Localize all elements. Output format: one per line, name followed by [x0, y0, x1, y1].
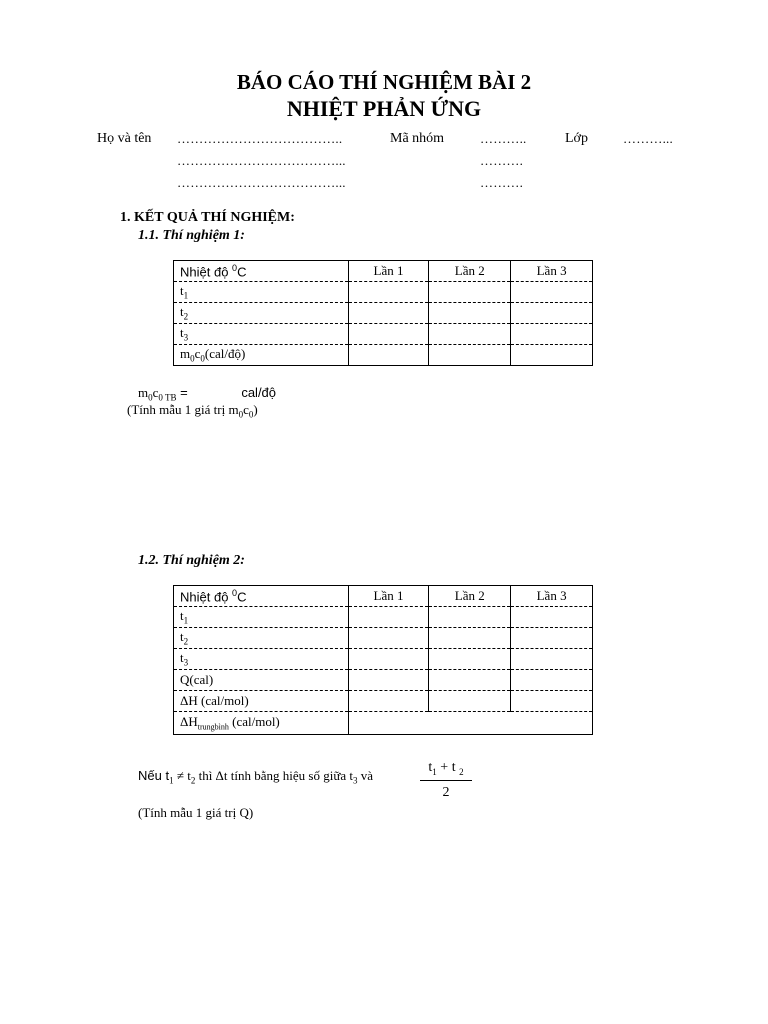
table-row — [174, 691, 593, 712]
class-field[interactable]: ………... — [623, 131, 673, 146]
table-cell[interactable] — [348, 303, 429, 324]
exp1-header-temp: Nhiệt độ $^0$C — [174, 261, 349, 282]
table-cell[interactable] — [511, 303, 593, 324]
table-cell[interactable] — [429, 670, 511, 691]
exp2-heading: 1.2. Thí nghiệm 2: — [138, 553, 245, 568]
table-cell[interactable] — [348, 607, 429, 628]
exp1-row-m0c0-label: $m_0c_0(cal/độ)$ — [174, 345, 349, 366]
table-row — [174, 607, 593, 628]
name-field-line-2[interactable]: ………………………………... — [177, 153, 346, 168]
exp2-sample-note: (Tính mẫu 1 giá trị Q) — [138, 805, 254, 820]
exp1-row-t2-label: $t_2$ — [174, 303, 349, 324]
table-row — [174, 649, 593, 670]
exp1-heading: 1.1. Thí nghiệm 1: — [138, 228, 245, 243]
exp2-row-dh-avg-label: $\Delta H_{trungbình}$ (cal/mol) — [174, 712, 349, 735]
table-cell[interactable] — [429, 324, 511, 345]
name-field-line-3[interactable]: ………………………………... — [177, 175, 346, 190]
exp2-row-t2-label: $t_2$ — [174, 628, 349, 649]
group-label: Mã nhóm — [390, 131, 445, 146]
table-cell[interactable] — [348, 282, 429, 303]
table-cell[interactable] — [511, 691, 593, 712]
table-cell[interactable] — [348, 670, 429, 691]
table-cell[interactable] — [429, 691, 511, 712]
report-subtitle: NHIỆT PHẢN ỨNG — [286, 96, 482, 121]
group-field-line-3[interactable]: ………. — [480, 175, 524, 190]
table-cell[interactable] — [511, 282, 593, 303]
table-cell[interactable] — [511, 607, 593, 628]
report-title: BÁO CÁO THÍ NGHIỆM BÀI 2 — [236, 70, 532, 94]
table-cell[interactable] — [429, 628, 511, 649]
section-heading-results: 1. KẾT QUẢ THÍ NGHIỆM: — [120, 210, 295, 225]
table-cell[interactable] — [348, 345, 429, 366]
name-label: Họ và tên — [97, 131, 152, 146]
table-row — [174, 282, 593, 303]
table-cell[interactable] — [511, 324, 593, 345]
fraction-bar — [420, 780, 472, 781]
exp2-header-temp: Nhiệt độ $^0$C — [174, 586, 349, 607]
table-cell[interactable] — [429, 282, 511, 303]
table-row — [174, 628, 593, 649]
table-row — [174, 303, 593, 324]
exp1-header-run2: Lần 2 — [429, 261, 511, 282]
table-cell[interactable] — [511, 628, 593, 649]
exp2-header-run3: Lần 3 — [511, 586, 593, 607]
group-field-line-2[interactable]: ………. — [480, 153, 524, 168]
table-cell[interactable] — [429, 303, 511, 324]
table-cell[interactable] — [429, 345, 511, 366]
table-row — [174, 670, 593, 691]
fraction-formula — [420, 760, 472, 801]
exp2-table — [173, 585, 593, 735]
exp2-header-run2: Lần 2 — [429, 586, 511, 607]
fraction-numerator: $t_1 + t$ $_2$ — [428, 760, 464, 777]
exp2-condition-text: Nếu $t_1 \ne t_2$ thì Δt tính bằng hiệu số giữa $t_3$ và — [138, 768, 374, 786]
table-row — [174, 345, 593, 366]
exp1-row-t3-label: $t_3$ — [174, 324, 349, 345]
table-cell[interactable] — [511, 345, 593, 366]
exp1-average-line: $m_0c_{0 TB}$ = cal/độ — [138, 385, 277, 403]
exp1-table — [173, 260, 593, 366]
table-cell[interactable] — [348, 324, 429, 345]
table-cell[interactable] — [348, 691, 429, 712]
exp1-row-t1-label: $t_1$ — [174, 282, 349, 303]
table-row — [174, 712, 593, 735]
table-cell[interactable] — [348, 649, 429, 670]
group-field-line-1[interactable]: ……….. — [480, 131, 527, 146]
class-label: Lớp — [565, 131, 588, 146]
table-row — [174, 324, 593, 345]
exp2-row-dh-label: ΔH (cal/mol) — [174, 691, 349, 712]
table-cell[interactable] — [429, 649, 511, 670]
exp2-avg-value-cell[interactable] — [348, 712, 592, 735]
table-cell[interactable] — [511, 649, 593, 670]
exp2-header-run1: Lần 1 — [348, 586, 429, 607]
table-cell[interactable] — [429, 607, 511, 628]
table-cell[interactable] — [348, 628, 429, 649]
exp2-row-q-label: Q(cal) — [174, 670, 349, 691]
fraction-denominator: 2 — [442, 784, 450, 800]
exp1-sample-note: (Tính mẫu 1 giá trị $m_0c_0$) — [127, 402, 258, 420]
exp2-row-t3-label: $t_3$ — [174, 649, 349, 670]
exp1-header-run1: Lần 1 — [348, 261, 429, 282]
table-cell[interactable] — [511, 670, 593, 691]
exp2-header-row — [174, 586, 593, 607]
exp1-header-run3: Lần 3 — [511, 261, 593, 282]
name-field-line-1[interactable]: ……………………………….. — [177, 131, 343, 146]
exp2-row-t1-label: $t_1$ — [174, 607, 349, 628]
exp1-header-row — [174, 261, 593, 282]
